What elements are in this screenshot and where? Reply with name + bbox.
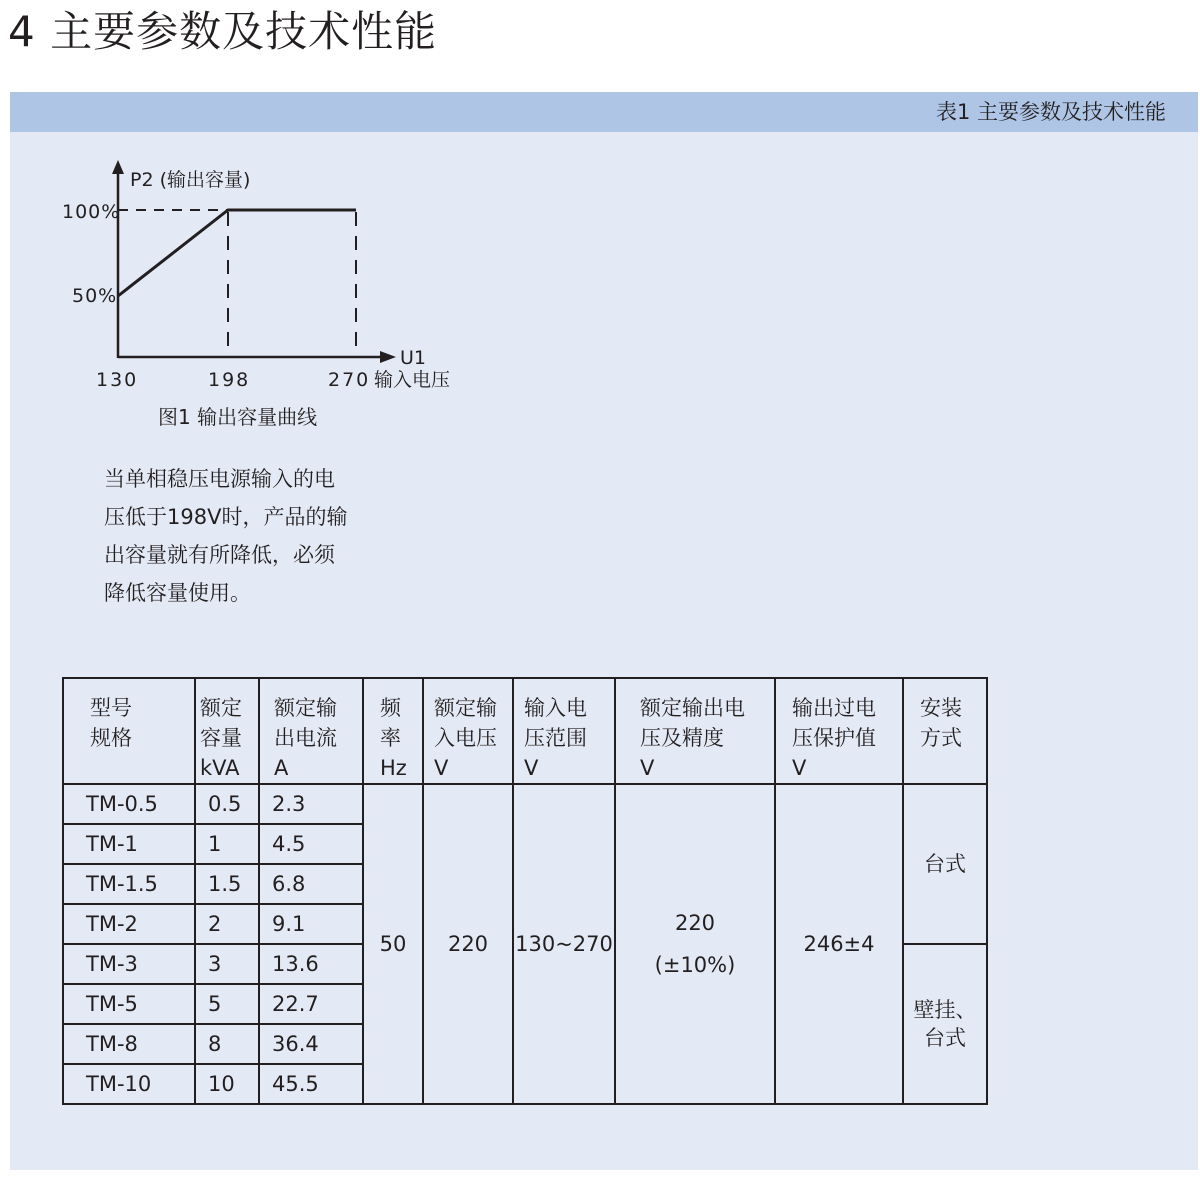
cell-current: 22.7 <box>259 984 363 1024</box>
cell-model: TM-8 <box>63 1024 195 1064</box>
output-capacity-curve <box>50 150 480 440</box>
cell-capacity: 8 <box>195 1024 259 1064</box>
cell-current: 4.5 <box>259 824 363 864</box>
header-model: 型号 规格 <box>63 678 195 784</box>
table-caption: 表1 主要参数及技术性能 <box>935 100 1166 124</box>
note-line: 出容量就有所降低，必须 <box>104 543 335 567</box>
cell-capacity: 5 <box>195 984 259 1024</box>
cell-install-wall <box>903 944 987 1104</box>
install-wall-line: 台式 <box>924 1026 966 1050</box>
figure-caption: 图1 输出容量曲线 <box>158 405 318 429</box>
cell-current: 45.5 <box>259 1064 363 1104</box>
header-rated-output: 额定输出电 压及精度 V <box>615 678 775 784</box>
spec-table <box>62 677 988 1105</box>
cell-frequency: 50 <box>363 784 423 1104</box>
rated-output-value: 220 <box>674 911 716 935</box>
note-line: 当单相稳压电源输入的电 <box>104 467 335 491</box>
x-tick-270: 270 <box>328 369 371 391</box>
cell-overvoltage: 246±4 <box>775 784 903 1104</box>
header-input-range: 输入电 压范围 V <box>513 678 615 784</box>
cell-input-range: 130~270 <box>513 784 615 1104</box>
cell-capacity: 10 <box>195 1064 259 1104</box>
low-voltage-note <box>104 460 394 612</box>
header-frequency: 频 率 Hz <box>363 678 423 784</box>
y-tick-100: 100% <box>62 201 121 223</box>
cell-rated-input: 220 <box>423 784 513 1104</box>
x-tick-130: 130 <box>96 369 139 391</box>
install-wall-line: 壁挂、 <box>913 998 977 1022</box>
y-axis-label: P2 (输出容量) <box>130 169 251 191</box>
cell-rated-output <box>615 784 775 1104</box>
y-tick-50: 50% <box>72 285 118 307</box>
cell-capacity: 3 <box>195 944 259 984</box>
cell-model: TM-0.5 <box>63 784 195 824</box>
cell-capacity: 1.5 <box>195 864 259 904</box>
cell-model: TM-5 <box>63 984 195 1024</box>
header-install: 安装 方式 <box>903 678 987 784</box>
rated-output-precision: (±10%) <box>654 953 736 977</box>
table-header-row <box>63 678 987 784</box>
note-line: 压低于198V时，产品的输 <box>104 505 348 529</box>
cell-capacity: 2 <box>195 904 259 944</box>
note-line: 降低容量使用。 <box>104 581 251 605</box>
cell-capacity: 1 <box>195 824 259 864</box>
cell-model: TM-1 <box>63 824 195 864</box>
header-capacity: 额定 容量 kVA <box>195 678 259 784</box>
page-heading: 4 主要参数及技术性能 <box>8 7 438 56</box>
table-row <box>63 784 987 824</box>
cell-model: TM-2 <box>63 904 195 944</box>
x-axis-arrow <box>380 351 396 363</box>
x-tick-198: 198 <box>208 369 251 391</box>
cell-current: 13.6 <box>259 944 363 984</box>
header-rated-input: 额定输 入电压 V <box>423 678 513 784</box>
cell-current: 6.8 <box>259 864 363 904</box>
y-axis-arrow <box>112 160 124 174</box>
cell-model: TM-10 <box>63 1064 195 1104</box>
header-current: 额定输 出电流 A <box>259 678 363 784</box>
cell-install-desktop: 台式 <box>903 784 987 944</box>
capacity-line <box>118 210 356 296</box>
cell-current: 36.4 <box>259 1024 363 1064</box>
cell-current: 2.3 <box>259 784 363 824</box>
header-overvoltage: 输出过电 压保护值 V <box>775 678 903 784</box>
x-axis-label: U1 <box>400 347 426 369</box>
cell-capacity: 0.5 <box>195 784 259 824</box>
cell-model: TM-3 <box>63 944 195 984</box>
cell-current: 9.1 <box>259 904 363 944</box>
cell-model: TM-1.5 <box>63 864 195 904</box>
panel-header-bar <box>10 92 1198 132</box>
x-unit-label: 输入电压 <box>374 369 451 391</box>
